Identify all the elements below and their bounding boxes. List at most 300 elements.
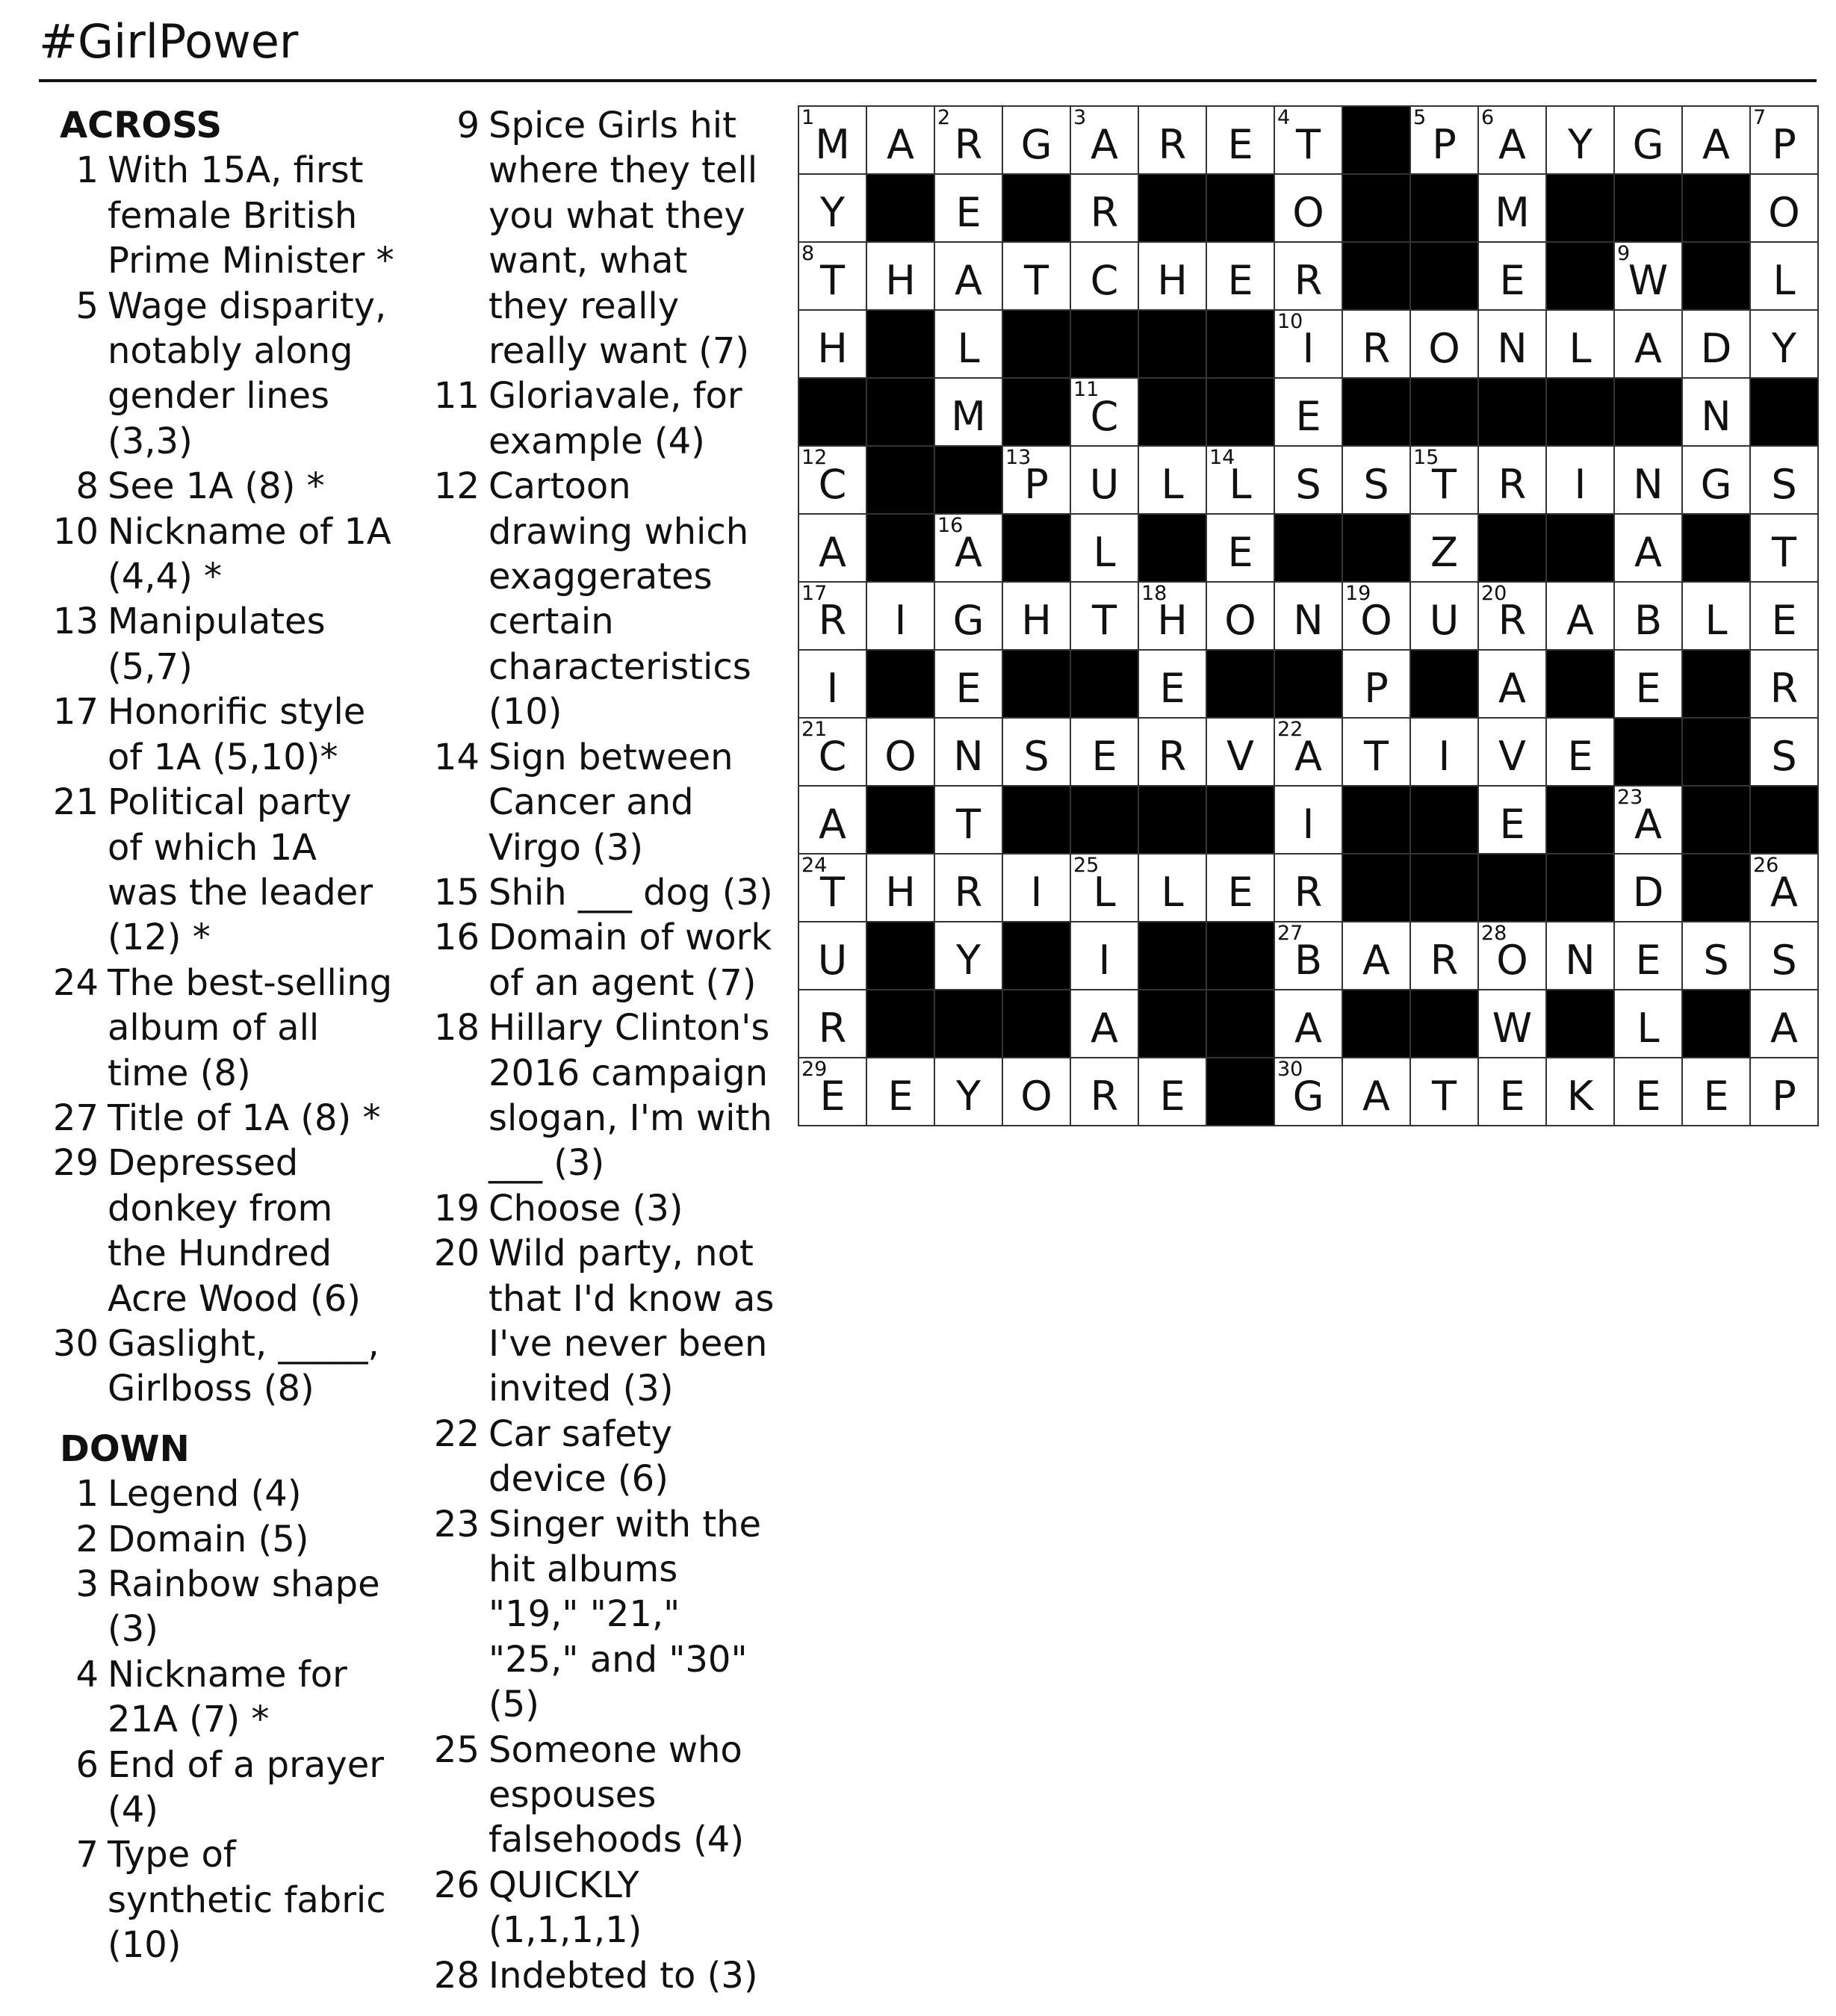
grid-cell[interactable] [1343,922,1411,990]
grid-cell[interactable] [1071,583,1139,651]
cell-letter: E [1091,733,1117,780]
cell-number: 8 [801,242,815,265]
across-clue-24[interactable] [45,961,396,1096]
cell-letter: U [1089,461,1120,508]
cell-letter: S [1363,461,1389,508]
grid-cell[interactable] [935,583,1003,651]
down-clue-25[interactable] [426,1728,777,1863]
grid-block [1615,379,1683,447]
grid-cell[interactable] [799,175,867,243]
grid-cell[interactable] [1751,922,1819,990]
cell-letter: I [1438,733,1451,780]
clue-number: 12 [433,465,480,508]
grid-cell[interactable] [1751,515,1819,583]
grid-cell[interactable] [1683,311,1751,379]
grid-cell[interactable] [1547,311,1615,379]
grid-cell[interactable] [799,787,867,855]
grid-cell[interactable] [1275,175,1343,243]
grid-cell[interactable] [1071,243,1139,311]
grid-cell[interactable] [867,583,935,651]
cell-letter: R [1362,325,1391,372]
across-clue-8[interactable] [45,464,396,509]
across-clue-17[interactable] [45,689,396,780]
cell-letter: Y [820,189,845,236]
down-clue-18[interactable] [426,1005,777,1186]
down-clue-26[interactable] [426,1863,777,1953]
grid-cell[interactable] [1751,651,1819,719]
down-clue-20[interactable] [426,1231,777,1412]
grid-cell[interactable] [1615,447,1683,515]
grid-cell[interactable] [1207,719,1275,787]
cell-letter: S [1771,461,1797,508]
cell-letter: M [1495,189,1530,236]
cell-letter: I [826,665,839,712]
grid-cell[interactable] [1003,719,1071,787]
grid-cell[interactable] [1207,515,1275,583]
grid-block [1547,243,1615,311]
grid-cell[interactable] [1411,311,1479,379]
grid-block [867,651,935,719]
grid-cell[interactable] [1615,107,1683,175]
grid-cell[interactable] [1479,787,1547,855]
grid-cell[interactable] [799,651,867,719]
down-clue-4[interactable] [45,1652,396,1743]
cell-letter: E [1635,937,1661,984]
clue-number: 8 [75,465,99,508]
grid-cell[interactable] [1275,787,1343,855]
grid-cell[interactable] [1207,447,1275,515]
clue-text: Type of synthetic fabric (10) [108,1834,386,1967]
grid-cell[interactable] [1547,107,1615,175]
clue-text: Honorific style of 1A (5,10)* [108,691,366,778]
down-clue-12[interactable] [426,464,777,734]
grid-cell[interactable] [1071,719,1139,787]
grid-cell[interactable] [867,855,935,922]
grid-cell[interactable] [1411,719,1479,787]
cell-letter: C [1090,257,1119,304]
cell-letter: E [955,189,981,236]
grid-cell[interactable] [799,990,867,1058]
cell-letter: E [1159,1073,1185,1120]
cell-letter: A [1294,733,1322,780]
clue-text: Rainbow shape (3) [108,1563,380,1651]
grid-cell[interactable] [1479,922,1547,990]
grid-cell[interactable] [799,855,867,922]
clue-number: 25 [433,1728,480,1771]
grid-cell[interactable] [867,243,935,311]
grid-block [1207,922,1275,990]
grid-cell[interactable] [1683,447,1751,515]
grid-block [867,447,935,515]
across-clue-1[interactable] [45,148,396,283]
cell-letter: E [887,1073,914,1120]
cell-letter: R [1294,257,1323,304]
cell-letter: A [1770,869,1798,916]
grid-cell[interactable] [1547,719,1615,787]
cell-letter: R [818,597,847,644]
grid-cell[interactable] [1139,447,1207,515]
cell-letter: H [817,325,848,372]
cell-letter: N [1701,393,1731,440]
cell-number: 27 [1277,922,1303,945]
cell-number: 2 [937,106,951,129]
clue-text: Gloriavale, for example (4) [489,375,742,462]
clue-number: 6 [75,1743,99,1786]
grid-cell[interactable] [935,379,1003,447]
grid-cell[interactable] [1751,719,1819,787]
grid-cell[interactable] [1615,855,1683,922]
grid-cell[interactable] [1411,107,1479,175]
cell-letter: U [817,937,848,984]
cell-number: 1 [801,106,815,129]
grid-cell[interactable] [1071,990,1139,1058]
grid-cell[interactable] [1615,922,1683,990]
clue-number: 5 [75,285,99,327]
grid-cell[interactable] [1275,583,1343,651]
down-clue-2[interactable] [45,1517,396,1562]
grid-cell[interactable] [1207,855,1275,922]
across-clue-29[interactable] [45,1141,396,1321]
cell-letter: N [953,733,984,780]
grid-cell[interactable] [1547,447,1615,515]
grid-cell[interactable] [1071,855,1139,922]
across-clue-21[interactable] [45,780,396,961]
grid-cell[interactable] [1479,1058,1547,1126]
clue-number: 13 [52,601,99,643]
grid-cell[interactable] [1003,107,1071,175]
clue-text: Nickname of 1A (4,4) * [108,510,391,598]
grid-cell[interactable] [1479,175,1547,243]
clue-number: 21 [52,781,99,824]
grid-cell[interactable] [935,515,1003,583]
grid-cell[interactable] [1751,175,1819,243]
grid-block [1411,651,1479,719]
down-clue-16[interactable] [426,915,777,1005]
across-clue-13[interactable] [45,599,396,689]
down-clue-7[interactable] [45,1832,396,1967]
cell-letter: R [1770,665,1799,712]
cell-letter: N [1293,597,1324,644]
grid-cell[interactable] [1479,651,1547,719]
grid-cell[interactable] [1207,107,1275,175]
cell-letter: E [1567,733,1593,780]
cell-letter: T [1364,733,1389,780]
clue-text: End of a prayer (4) [108,1743,384,1832]
cell-letter: P [1772,121,1796,168]
grid-block [1003,379,1071,447]
cell-letter: N [1497,325,1528,372]
grid-cell[interactable] [1003,1058,1071,1126]
grid-cell[interactable] [1275,990,1343,1058]
down-clue-28[interactable] [426,1953,777,1998]
grid-cell[interactable] [1479,107,1547,175]
grid-block [1683,990,1751,1058]
cell-letter: E [1159,665,1185,712]
grid-cell[interactable] [1615,1058,1683,1126]
cell-letter: S [1771,937,1797,984]
grid-cell[interactable] [799,447,867,515]
cell-letter: K [1566,1073,1594,1120]
grid-cell[interactable] [799,1058,867,1126]
grid-block [1139,515,1207,583]
grid-cell[interactable] [1751,311,1819,379]
cell-letter: P [1772,1073,1796,1120]
grid-cell[interactable] [1275,922,1343,990]
grid-cell[interactable] [1139,651,1207,719]
grid-cell[interactable] [799,515,867,583]
cell-letter: A [1634,325,1662,372]
clue-number: 19 [433,1187,480,1229]
grid-cell[interactable] [1615,515,1683,583]
grid-cell[interactable] [1751,990,1819,1058]
cell-number: 7 [1753,106,1767,129]
grid-block [867,379,935,447]
cell-letter: T [1092,597,1117,644]
grid-cell[interactable] [1411,447,1479,515]
grid-cell[interactable] [1343,311,1411,379]
grid-block [1343,243,1411,311]
grid-cell[interactable] [1003,447,1071,515]
grid-cell[interactable] [935,787,1003,855]
cell-letter: S [1023,733,1049,780]
grid-block [1139,311,1207,379]
cell-letter: G [1292,1073,1324,1120]
grid-cell[interactable] [867,719,935,787]
grid-cell[interactable] [1479,311,1547,379]
grid-block [1343,990,1411,1058]
grid-block [1343,787,1411,855]
grid-cell[interactable] [1275,447,1343,515]
grid-cell[interactable] [1683,583,1751,651]
grid-cell[interactable] [1615,990,1683,1058]
across-clue-30[interactable] [45,1321,396,1412]
clue-number: 3 [75,1563,99,1605]
grid-block [1683,719,1751,787]
grid-cell[interactable] [1275,107,1343,175]
clue-text: Cartoon drawing which exaggerates certain characteristics (10) [489,465,751,733]
grid-cell[interactable] [1615,243,1683,311]
grid-cell[interactable] [935,922,1003,990]
grid-cell[interactable] [1479,990,1547,1058]
cell-number: 4 [1277,106,1291,129]
grid-cell[interactable] [1139,107,1207,175]
grid-cell[interactable] [1071,515,1139,583]
clue-text: Depressed donkey from the Hundred Acre Wood (6) [108,1142,361,1320]
cell-letter: A [887,121,914,168]
grid-cell[interactable] [1615,787,1683,855]
grid-block [1343,515,1411,583]
grid-cell[interactable] [1751,855,1819,922]
cell-letter: R [954,869,983,916]
grid-cell[interactable] [1003,583,1071,651]
grid-cell[interactable] [1139,855,1207,922]
grid-cell[interactable] [1071,379,1139,447]
grid-cell[interactable] [1547,583,1615,651]
grid-cell[interactable] [935,855,1003,922]
grid-cell[interactable] [1003,243,1071,311]
cell-letter: I [1098,937,1111,984]
clue-number: 1 [75,1473,99,1516]
grid-cell[interactable] [867,1058,935,1126]
grid-block [935,447,1003,515]
grid-cell[interactable] [1207,583,1275,651]
cell-letter: N [1633,461,1663,508]
clue-text: Political party of which 1A was the leader (12) * [108,781,373,959]
grid-block [1615,719,1683,787]
grid-cell[interactable] [1139,243,1207,311]
cell-number: 11 [1073,378,1100,401]
down-clue-3[interactable] [45,1562,396,1652]
grid-cell[interactable] [1003,855,1071,922]
grid-cell[interactable] [1751,447,1819,515]
grid-block [1207,1058,1275,1126]
across-clue-10[interactable] [45,509,396,600]
across-clue-5[interactable] [45,284,396,465]
grid-cell[interactable] [799,311,867,379]
cell-letter: Y [1568,121,1592,168]
grid-cell[interactable] [799,107,867,175]
grid-cell[interactable] [1343,651,1411,719]
grid-block [1547,651,1615,719]
grid-cell[interactable] [799,243,867,311]
grid-block [867,311,935,379]
grid-cell[interactable] [1275,379,1343,447]
grid-cell[interactable] [1683,1058,1751,1126]
grid-cell[interactable] [1071,107,1139,175]
grid-cell[interactable] [935,311,1003,379]
down-clue-23[interactable] [426,1502,777,1728]
grid-cell[interactable] [1479,243,1547,311]
grid-cell[interactable] [1479,447,1547,515]
down-clue-22[interactable] [426,1412,777,1502]
down-clue-15[interactable] [426,870,777,915]
grid-cell[interactable] [1479,583,1547,651]
grid-cell[interactable] [1343,719,1411,787]
grid-block [1275,651,1343,719]
grid-block [1479,855,1547,922]
grid-cell[interactable] [1411,515,1479,583]
grid-cell[interactable] [1139,1058,1207,1126]
grid-cell[interactable] [1343,447,1411,515]
cell-letter: E [1227,257,1253,304]
grid-cell[interactable] [1275,719,1343,787]
grid-cell[interactable] [1547,922,1615,990]
grid-block [867,175,935,243]
grid-cell[interactable] [1683,379,1751,447]
cell-number: 23 [1617,786,1643,809]
grid-cell[interactable] [1615,311,1683,379]
grid-cell[interactable] [1411,922,1479,990]
grid-block [1411,787,1479,855]
grid-block [867,990,935,1058]
grid-cell[interactable] [1071,1058,1139,1126]
cell-number: 14 [1209,446,1235,469]
grid-cell[interactable] [1411,583,1479,651]
grid-cell[interactable] [799,583,867,651]
grid-cell[interactable] [1139,583,1207,651]
cell-letter: S [1295,461,1321,508]
cell-letter: B [1294,937,1323,984]
clue-text: Sign between Cancer and Virgo (3) [489,736,734,869]
grid-cell[interactable] [799,922,867,990]
across-clue-27[interactable] [45,1096,396,1141]
grid-cell[interactable] [1275,311,1343,379]
grid-cell[interactable] [1275,855,1343,922]
cell-letter: R [1498,597,1527,644]
grid-cell[interactable] [1479,719,1547,787]
grid-cell[interactable] [1139,719,1207,787]
grid-block [1343,175,1411,243]
cell-number: 30 [1277,1058,1303,1081]
grid-cell[interactable] [935,1058,1003,1126]
clue-number: 10 [52,510,99,553]
grid-cell[interactable] [1615,583,1683,651]
cell-letter: A [819,801,846,848]
grid-cell[interactable] [1343,583,1411,651]
grid-cell[interactable] [1615,651,1683,719]
grid-cell[interactable] [1071,175,1139,243]
grid-cell[interactable] [1751,1058,1819,1126]
grid-cell[interactable] [935,175,1003,243]
grid-cell[interactable] [1207,243,1275,311]
cell-letter: O [1768,189,1800,236]
cell-letter: O [1428,325,1460,372]
grid-cell[interactable] [1751,583,1819,651]
grid-cell[interactable] [1411,1058,1479,1126]
grid-cell[interactable] [935,243,1003,311]
grid-cell[interactable] [935,719,1003,787]
grid-cell[interactable] [1275,1058,1343,1126]
cell-letter: R [1498,461,1527,508]
grid-cell[interactable] [1071,447,1139,515]
grid-cell[interactable] [799,719,867,787]
grid-cell[interactable] [1275,243,1343,311]
grid-cell[interactable] [935,107,1003,175]
down-clue-9[interactable] [426,103,777,373]
grid-cell[interactable] [1683,107,1751,175]
clue-text: Indebted to (3) [489,1954,758,1997]
cell-letter: A [1091,1005,1118,1052]
clue-text: Someone who espouses falsehoods (4) [489,1728,745,1861]
cell-number: 21 [801,718,828,741]
grid-block [1547,379,1615,447]
grid-block [867,787,935,855]
cell-letter: I [894,597,907,644]
down-clue-1[interactable] [45,1471,396,1516]
grid-cell[interactable] [1751,107,1819,175]
cell-letter: E [1227,869,1253,916]
clue-number: 4 [75,1653,99,1696]
grid-cell[interactable] [867,107,935,175]
clue-text: See 1A (8) * [108,465,325,508]
grid-block [1751,379,1819,447]
down-clue-19[interactable] [426,1186,777,1231]
grid-cell[interactable] [1683,922,1751,990]
grid-cell[interactable] [935,651,1003,719]
down-clue-6[interactable] [45,1743,396,1833]
down-clue-14[interactable] [426,735,777,870]
grid-block [867,922,935,990]
cell-letter: A [1294,1005,1322,1052]
down-clue-11[interactable] [426,373,777,464]
grid-cell[interactable] [1547,1058,1615,1126]
grid-cell[interactable] [1343,1058,1411,1126]
down-clue-list [45,1471,396,1967]
cell-letter: O [884,733,917,780]
clue-text: Legend (4) [108,1473,302,1516]
grid-cell[interactable] [1751,243,1819,311]
grid-cell[interactable] [1071,922,1139,990]
